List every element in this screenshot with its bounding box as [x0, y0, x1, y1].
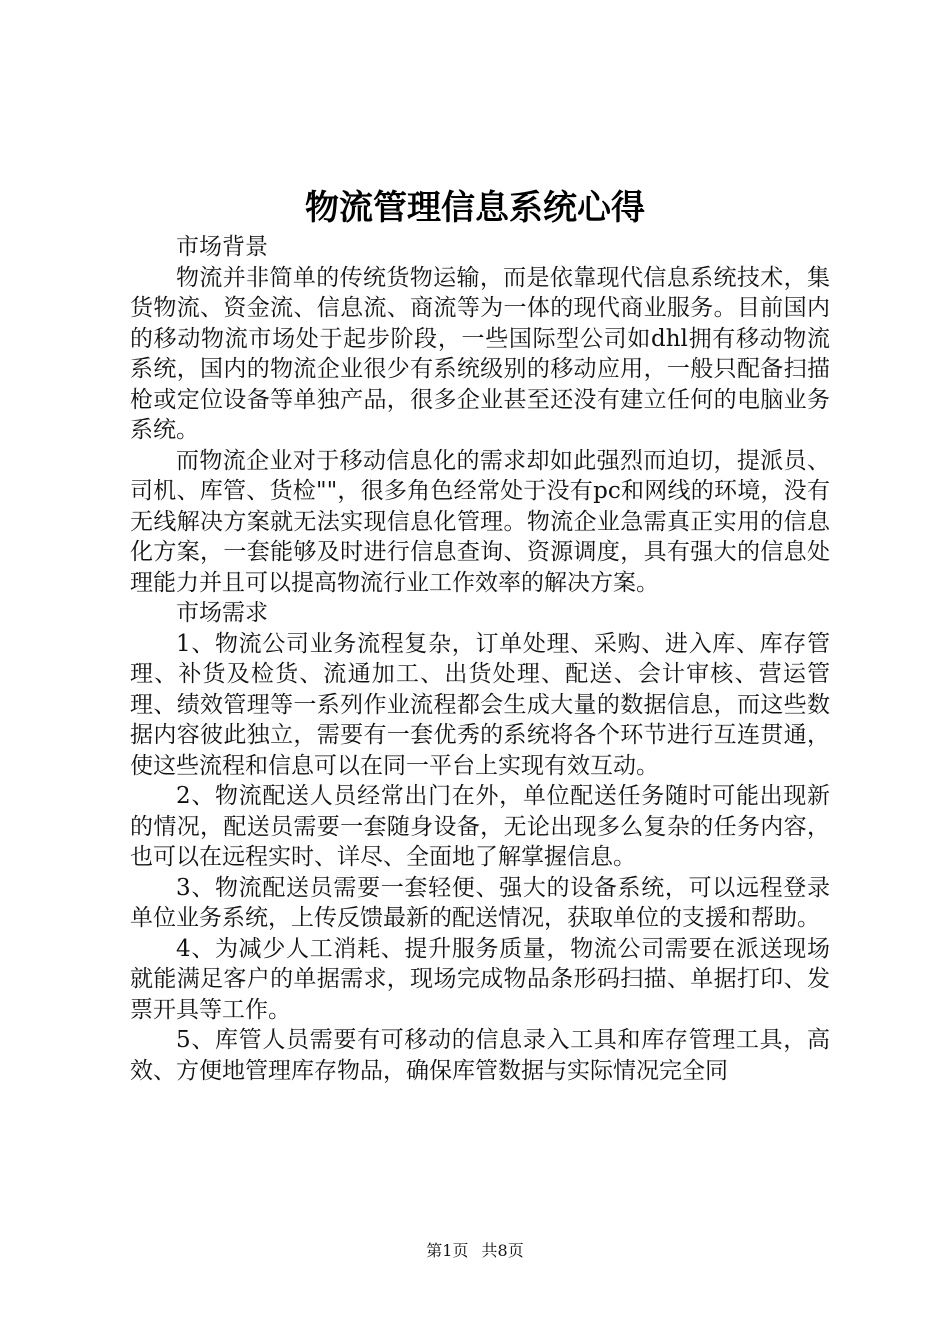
document-title: 物流管理信息系统心得 — [305, 188, 645, 228]
paragraph: 4、为减少人工消耗、提升服务质量，物流公司需要在派送现场就能满足客户的单据需求，现场完成物品条形码扫描、单据打印、发票开具等工作。 — [130, 935, 830, 1023]
paragraph: 物流并非简单的传统货物运输，而是依靠现代信息系统技术，集货物流、资金流、信息流、商流等为一体的现代商业服务。目前国内的移动物流市场处于起步阶段，一些国际型公司如dhl拥有移动物流系统，国内的物流企业很少有系统级别的移动应用，一般只配备扫描枪或定位设备等单独产品，很多企业甚至还没有建立任何的电脑业务系统。 — [130, 264, 830, 443]
paragraph: 1、物流公司业务流程复杂，订单处理、采购、进入库、库存管理、补货及检货、流通加工、出货处理、配送、会计审核、营运管理、绩效管理等一系列作业流程都会生成大量的数据信息，而这些数据内容彼此独立，需要有一套优秀的系统将各个环节进行互连贯通，使这些流程和信息可以在同一平台上实现有效互动。 — [130, 630, 830, 779]
page-total: 共8页 — [481, 1241, 524, 1260]
section-heading-market-background: 市场背景 — [176, 234, 268, 260]
paragraph: 而物流企业对于移动信息化的需求却如此强烈而迫切，提派员、司机、库管、货检""，很多角色经常处于没有pc和网线的环境，没有无线解决方案就无法实现信息化管理。物流企业急需真正实用的信息化方案，一套能够及时进行信息查询、资源调度，具有强大的信息处理能力并且可以提高物流行业工作效率的解决方案。 — [130, 447, 830, 596]
page-footer — [0, 1238, 950, 1261]
paragraph: 3、物流配送员需要一套轻便、强大的设备系统，可以远程登录单位业务系统，上传反馈最新的配送情况，获取单位的支援和帮助。 — [130, 874, 830, 931]
paragraph: 2、物流配送人员经常出门在外，单位配送任务随时可能出现新的情况，配送员需要一套随身设备，无论出现多么复杂的任务内容，也可以在远程实时、详尽、全面地了解掌握信息。 — [130, 783, 830, 870]
document-body — [130, 232, 830, 1086]
section-heading-market-demand: 市场需求 — [176, 600, 268, 626]
paragraph: 5、库管人员需要有可移动的信息录入工具和库存管理工具，高效、方便地管理库存物品，确保库管数据与实际情况完全同 — [130, 1027, 830, 1084]
page-number: 第1页 — [426, 1241, 469, 1260]
